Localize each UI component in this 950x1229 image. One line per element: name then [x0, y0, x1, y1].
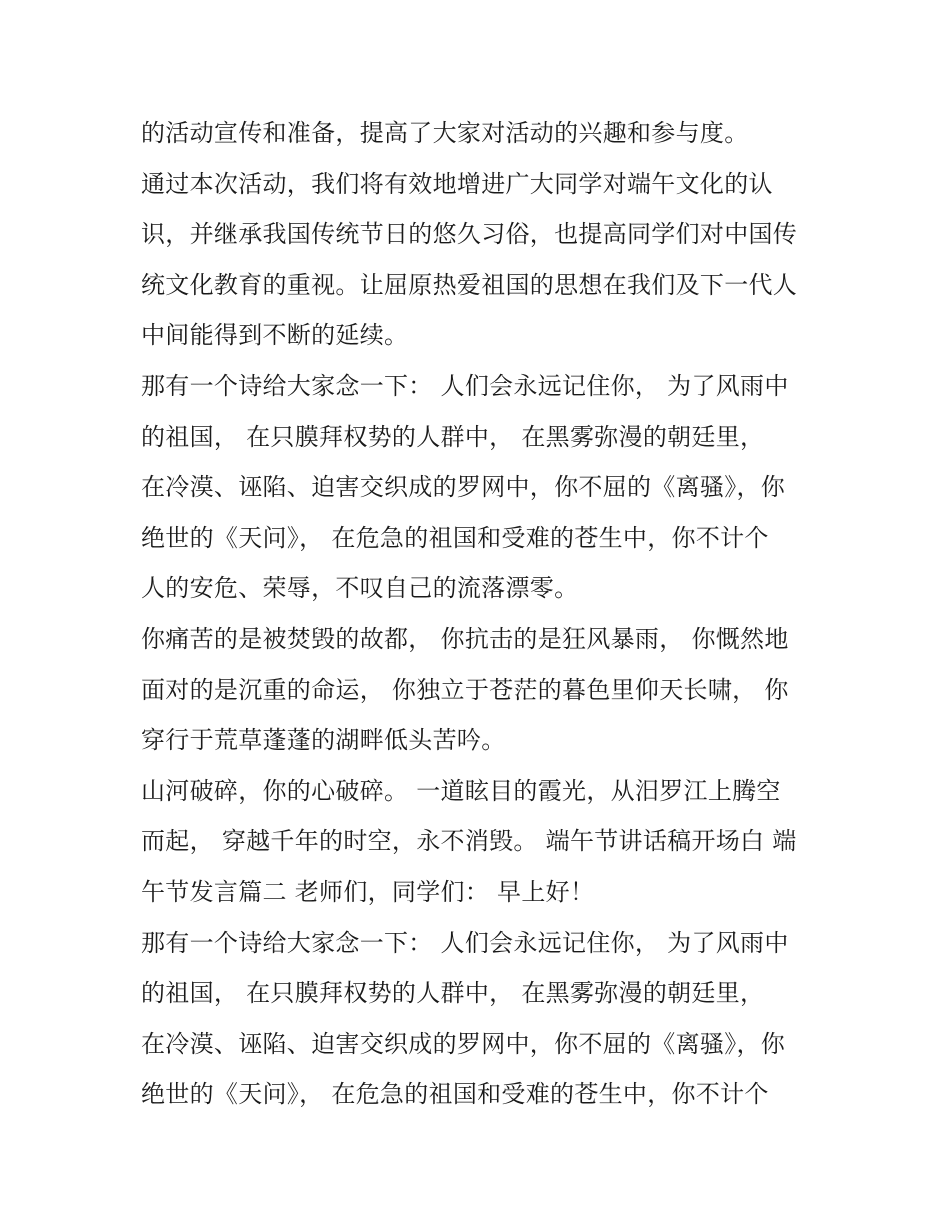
- text-line: 识，并继承我国传统节日的悠久习俗，也提高同学们对中国传: [141, 220, 798, 249]
- text-line: 绝世的《天问》， 在危急的祖国和受难的苍生中，你不计个: [141, 1080, 769, 1109]
- text-line: 午节发言篇二 老师们，同学们： 早上好！: [141, 877, 595, 906]
- text-line: 在冷漠、诬陷、迫害交织成的罗网中，你不屈的《离骚》，你: [141, 1029, 786, 1058]
- text-line: 那有一个诗给大家念一下： 人们会永远记住你， 为了风雨中: [141, 371, 789, 400]
- text-line: 在冷漠、诬陷、迫害交织成的罗网中，你不屈的《离骚》，你: [141, 473, 786, 502]
- text-line: 绝世的《天问》， 在危急的祖国和受难的苍生中，你不计个: [141, 523, 769, 552]
- text-line: 穿行于荒草蓬蓬的湖畔低头苦吟。: [141, 726, 506, 755]
- text-line: 的活动宣传和准备，提高了大家对活动的兴趣和参与度。: [141, 119, 749, 147]
- text-line: 面对的是沉重的命运， 你独立于苍茫的暮色里仰天长啸， 你: [141, 675, 789, 704]
- text-line: 中间能得到不断的延续。: [141, 321, 409, 350]
- text-line: 的祖国， 在只膜拜权势的人群中， 在黑雾弥漫的朝廷里，: [141, 979, 765, 1008]
- text-line: 而起， 穿越千年的时空，永不消毁。 端午节讲话稿开场白 端: [141, 827, 797, 856]
- text-line: 通过本次活动，我们将有效地增进广大同学对端午文化的认: [141, 169, 773, 198]
- text-line: 那有一个诗给大家念一下： 人们会永远记住你， 为了风雨中: [141, 928, 789, 957]
- text-line: 的祖国， 在只膜拜权势的人群中， 在黑雾弥漫的朝廷里，: [141, 422, 765, 451]
- document-body: [141, 108, 821, 1120]
- text-line: 统文化教育的重视。让屈原热爱祖国的思想在我们及下一代人: [141, 270, 798, 299]
- text-line: 你痛苦的是被焚毁的故都， 你抗击的是狂风暴雨， 你慨然地: [141, 624, 789, 653]
- text-line: 山河破碎，你的心破碎。 一道眩目的霞光，从汨罗江上腾空: [141, 776, 781, 805]
- text-line: 人的安危、荣辱，不叹自己的流落漂零。: [141, 574, 579, 603]
